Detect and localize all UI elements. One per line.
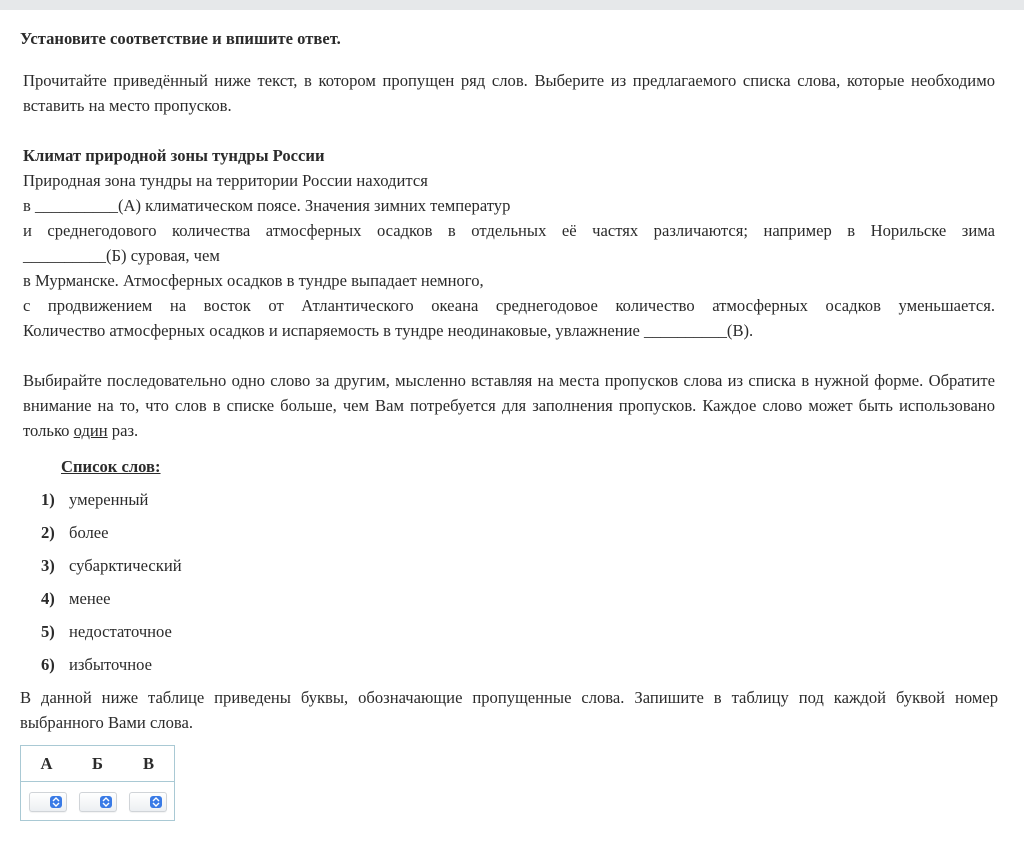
select-b[interactable] xyxy=(79,792,117,812)
text-line-6: с продвижением на восток от Атлантического океана среднегодовое количество атмосферных осадков уменьшается. xyxy=(23,296,995,315)
word-list-title: Список слов: xyxy=(61,457,161,476)
item-word: субарктический xyxy=(69,556,182,575)
item-number: 5) xyxy=(41,622,55,641)
item-word: менее xyxy=(69,589,111,608)
list-item xyxy=(41,652,182,685)
text-line-1: Природная зона тундры на территории России находится xyxy=(23,171,428,190)
select-arrows-icon xyxy=(50,796,62,808)
table-note: В данной ниже таблице приведены буквы, обозначающие пропущенные слова. Запишите в таблицу под каждой буквой номер выбранного Вами слова. xyxy=(20,688,998,732)
text-line-5: в Мурманске. Атмосферных осадков в тундре выпадает немного, xyxy=(23,271,484,290)
item-number: 2) xyxy=(41,523,55,542)
instructions-end: раз. xyxy=(107,421,139,440)
select-arrows-icon xyxy=(100,796,112,808)
text-line-2: в __________(А) климатическом поясе. Значения зимних температур xyxy=(23,196,511,215)
word-list xyxy=(41,487,182,685)
item-word: избыточное xyxy=(69,655,153,674)
select-arrows-icon xyxy=(150,796,162,808)
item-word: более xyxy=(69,523,109,542)
intro-paragraph: Прочитайте приведённый ниже текст, в котором пропущен ряд слов. Выберите из предлагаемого списка слова, которые необходимо вставить на место пропусков. xyxy=(23,71,995,115)
header-b: Б xyxy=(92,754,103,773)
list-item xyxy=(41,487,182,520)
select-a[interactable] xyxy=(29,792,67,812)
answer-table xyxy=(20,745,175,821)
item-number: 6) xyxy=(41,655,55,674)
instructions-underlined: один xyxy=(73,421,108,440)
top-bar xyxy=(0,0,1024,10)
list-item xyxy=(41,520,182,553)
instructions-paragraph xyxy=(23,368,995,443)
list-item xyxy=(41,586,182,619)
item-number: 3) xyxy=(41,556,55,575)
list-item xyxy=(41,553,182,586)
header-a: А xyxy=(40,754,53,773)
instructions-text: Выбирайте последовательно одно слово за другим, мысленно вставляя на места пропусков слова из списка в нужной форме. Обратите внимание на то, что слов в списке больше, чем Вам потребуется для заполнения пропусков. Каждое слово может быть использовано только xyxy=(23,371,995,440)
select-v[interactable] xyxy=(129,792,167,812)
text-line-4: __________(Б) суровая, чем xyxy=(23,246,220,265)
item-word: недостаточное xyxy=(69,622,172,641)
item-number: 4) xyxy=(41,589,55,608)
text-line-7: Количество атмосферных осадков и испаряемость в тундре неодинаковые, увлажнение __________(В). xyxy=(23,321,754,340)
item-word: умеренный xyxy=(69,490,149,509)
text-title: Климат природной зоны тундры России xyxy=(23,146,325,165)
item-number: 1) xyxy=(41,490,55,509)
climate-text xyxy=(23,143,995,343)
header-v: В xyxy=(142,754,155,773)
task-heading: Установите соответствие и впишите ответ. xyxy=(20,29,341,48)
list-item xyxy=(41,619,182,652)
text-line-3: и среднегодового количества атмосферных осадков в отдельных её частях различаются; например в Норильске зима xyxy=(23,221,995,240)
answer-table-header xyxy=(21,746,174,782)
